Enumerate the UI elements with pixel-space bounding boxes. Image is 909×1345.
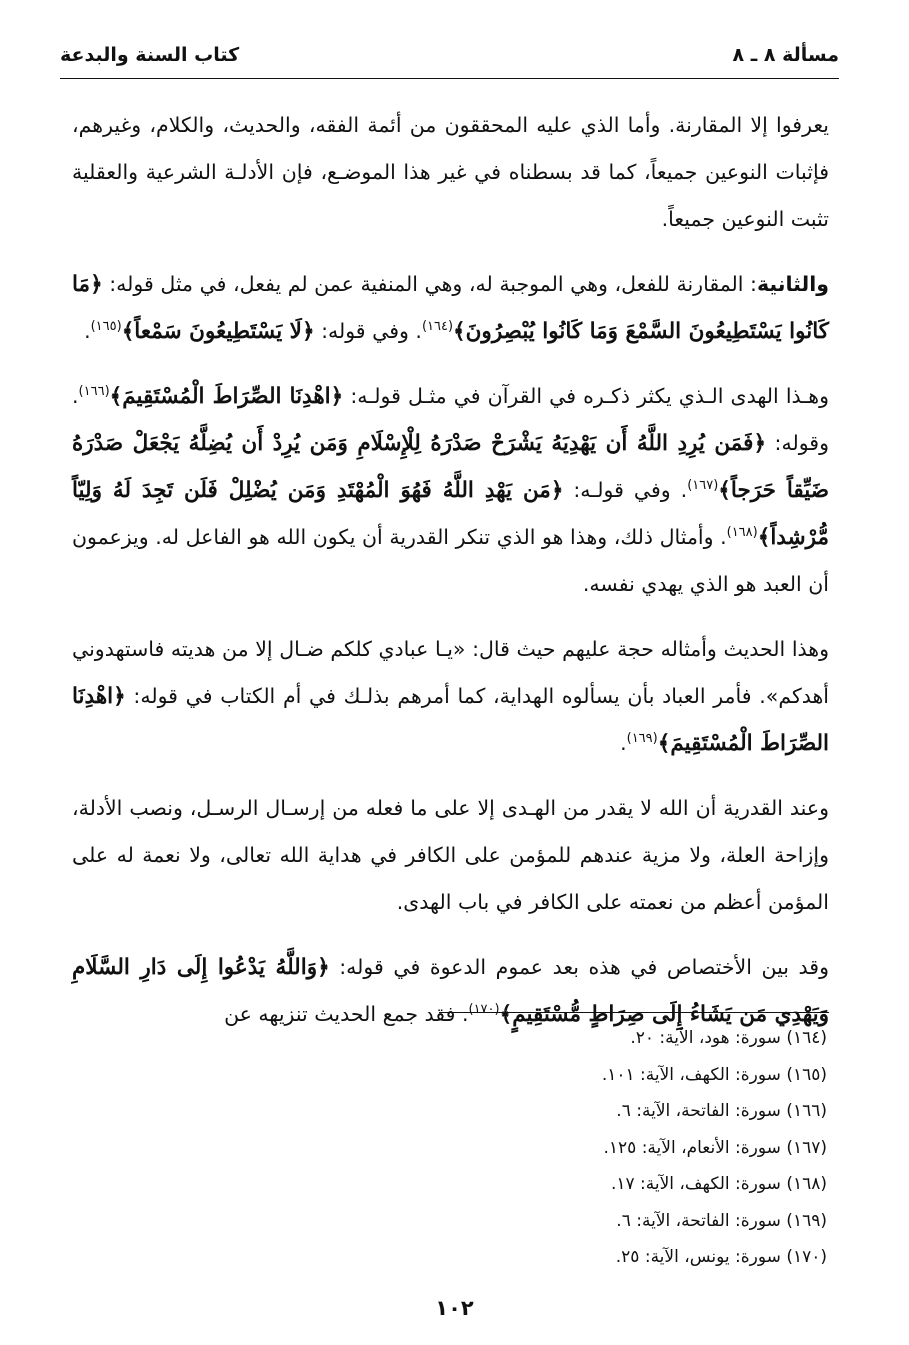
quran-verse: ﴿فَمَن يُرِدِ اللَّهُ أَن يَهْدِيَهُ يَشْرَحْ صَدْرَهُ لِلْإِسْلَامِ وَمَن يُرِدْ أَن يُضِلَّهُ يَجْعَلْ صَدْرَهُ ضَيِّقاً حَرَجاً﴾ xyxy=(72,431,830,503)
body-text-segment: . xyxy=(620,731,627,755)
running-header xyxy=(60,40,839,70)
footnote-item: (١٧٠) سورة: يونس، الآية: ٢٥. xyxy=(615,1247,827,1267)
body-text-segment: وهـذا الهدى الـذي يكثر ذكـره في القرآن في مثـل قولـه: xyxy=(343,384,830,408)
quran-verse: ﴿اهْدِنَا الصِّرَاطَ الْمُسْتَقِيمَ﴾ xyxy=(72,684,829,756)
footnote-item: (١٦٦) سورة: الفاتحة، الآية: ٦. xyxy=(616,1101,827,1121)
footnote-ref: (١٦٦) xyxy=(78,384,110,400)
footnote-item: (١٦٥) سورة: الكهف، الآية: ١٠١. xyxy=(601,1064,827,1085)
paragraph xyxy=(72,785,829,926)
quran-verse: ﴿اهْدِنَا الصِّرَاطَ الْمُسْتَقِيمَ﴾ xyxy=(109,384,344,409)
book-title: كتاب السنة والبدعة xyxy=(60,44,240,66)
quran-verse: ﴿مَا كَانُوا يَسْتَطِيعُونَ السَّمْعَ وَمَا كَانُوا يُبْصِرُونَ﴾ xyxy=(72,272,829,344)
section-label: مسألة ٨ ـ ٨ xyxy=(732,44,839,66)
footnote-divider xyxy=(439,1012,829,1013)
footnote-item: (١٦٧) سورة: الأنعام، الآية: ١٢٥. xyxy=(603,1137,827,1158)
body-text-segment: يعرفوا إلا المقارنة. وأما الذي عليه المحققون من أئمة الفقه، والحديث، والكلام، وغيرهم، فإثبات النوعين جميعاً، كما قد بسطناه في غير هذا الموضـع، فإن الأدلـة الشرعية والعقلية تثبت النوعين جميعاً. xyxy=(72,113,829,231)
footnote-ref: (١٧٠) xyxy=(468,1002,500,1018)
footnote-item: (١٦٤) سورة: هود، الآية: ٢٠. xyxy=(630,1028,827,1048)
quran-verse: ﴿لَا يَسْتَطِيعُونَ سَمْعاً﴾ xyxy=(121,319,315,344)
body-text-segment: . وأمثال ذلك، وهذا هو الذي تنكر القدرية أن يكون الله هو الفاعل له. ويزعمون أن العبد هو الذي يهدي نفسه. xyxy=(72,525,829,596)
body-text-segment: وقد بين الأختصاص في هذه بعد عموم الدعوة في قوله: xyxy=(329,955,829,979)
paragraph xyxy=(72,626,829,767)
emphasis-text: والثانية xyxy=(756,272,829,296)
footnote-ref: (١٦٨) xyxy=(726,525,758,541)
body-text-segment: : المقارنة للفعل، وهي الموجبة له، وهي المنفية عمن لم يفعل، في مثل قوله: xyxy=(102,272,757,296)
main-text xyxy=(72,102,829,1038)
body-text-segment: . فقد جمع الحديث تنزيهه عن xyxy=(224,1002,469,1026)
header-divider xyxy=(60,78,839,79)
body-text-segment: . وفي قوله: xyxy=(314,319,422,343)
paragraph xyxy=(72,102,829,243)
footnote-ref: (١٦٤) xyxy=(421,319,454,335)
footnote-item: (١٦٨) سورة: الكهف، الآية: ١٧. xyxy=(610,1174,827,1194)
footnote-ref: (١٦٧) xyxy=(687,478,719,494)
paragraph xyxy=(72,261,829,355)
body-text-segment: . وفي قولـه: xyxy=(563,478,688,502)
body-text-segment: وعند القدرية أن الله لا يقدر من الهـدى إلا على ما فعله من إرسـال الرسـل، ونصب الأدلة، وإزاحة العلة، ولا مزية عندهم للمؤمن على الكافر في هداية الله تعالى، ولا نعمة له على المؤمن أعظم من نعمته على الكافر في باب الهدى. xyxy=(72,796,829,914)
paragraph xyxy=(72,373,829,608)
body-text-segment: . xyxy=(84,319,91,343)
quran-verse: ﴿مَن يَهْدِ اللَّهُ فَهُوَ الْمُهْتَدِ وَمَن يُضْلِلْ فَلَن تَجِدَ لَهُ وَلِيّاً مُّرْشِداً﴾ xyxy=(72,478,829,550)
page-number: ١٠٢ xyxy=(435,1296,474,1320)
footnote-ref: (١٦٩) xyxy=(626,731,658,747)
body-text-segment: وهذا الحديث وأمثاله حجة عليهم حيث قال: «يـا عبادي كلكم ضـال إلا من هديته فاستهدوني أهدكم». فأمر العباد بأن يسألوه الهداية، كما أمرهم بذلـك في أم الكتاب في قوله: xyxy=(72,637,829,708)
footnotes-list xyxy=(300,1020,827,1276)
footnote-item: (١٦٩) سورة: الفاتحة، الآية: ٦. xyxy=(616,1210,827,1231)
body-text-segment: . وقوله: xyxy=(72,384,829,455)
quran-verse: ﴿وَاللَّهُ يَدْعُوا إِلَى دَارِ السَّلَامِ وَيَهْدِي مَن يَشَاءُ إِلَى صِرَاطٍ مُّسْتَقِيمٍ﴾ xyxy=(72,955,829,1027)
footnote-ref: (١٦٥) xyxy=(90,319,122,335)
